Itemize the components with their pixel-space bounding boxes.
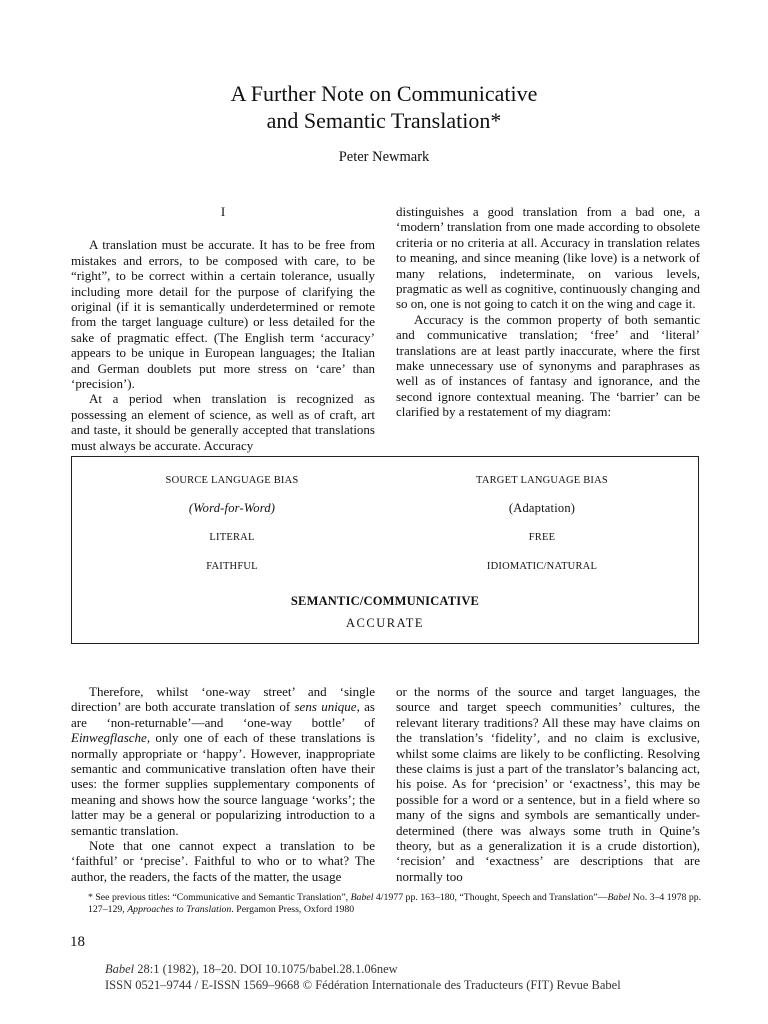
diagram-accurate: ACCURATE: [346, 616, 424, 630]
paragraph: Accuracy is the common property of both semantic and communicative translation; ‘free’ and ‘literal’ translations are at least partly inaccurate, where the first make unnecessary use of synonyms and paraphrases as well as of instances of fantasy and ignorance, and the second ignore contextual meaning. The ‘barrier’ can be clarified by a restatement of my diagram:: [396, 311, 700, 420]
title-line-1: A Further Note on Communicative: [230, 81, 538, 106]
article-title: [0, 80, 768, 134]
paragraph: or the norms of the source and target languages, the source and target speech communities’ cultures, the relevant literary traditions? All these may have claims on the translation’s ‘fidelity’, and no claim is exclusive, whilst some claims are likely to be conflicting. Resolving these claims is just a part of the translator’s balancing act, his poise. As for ‘precision’ or ‘exactness’, this may be possible for a word or a sentence, but in a field where so many of the signs and symbols are semantically under-determined (there was always some truth in Quine’s theory, but as a generalization it is a crude distortion), ‘recision’ and ‘exactness’ are descriptions that are normally too: [396, 684, 700, 884]
right-column-top: [396, 204, 700, 420]
diagram-adaptation: (Adaptation): [508, 501, 576, 515]
right-column-bottom: [396, 684, 700, 884]
left-column-bottom: [71, 684, 375, 884]
paragraph: A translation must be accurate. It has to be free from mistakes and errors, to be composed with care, to be “right”, to be correct within a certain tolerance, usually including more detail for the purpose of clarifying the original (if it is semantically underdetermined or remote from the target language culture) or less detailed for the sake of pragmatic effect. (The English term ‘accuracy’ appears to be unique in European languages; the Italian and German doublets put more stress on ‘care’ than ‘precision’).: [71, 237, 375, 392]
paragraph: Therefore, whilst ‘one-way street’ and ‘single direction’ are both accurate translation of sens unique, as are ‘non-returnable’—and ‘one-way bottle’ of Einwegflasche, only one of each of these translations is normally appropriate or ‘happy’. However, inappropriate semantic and communicative translation often have their uses: the former supplies supplementary components of meaning and shows how the source language ‘works’; the latter may be a general or popularizing introduction to a semantic translation.: [71, 684, 375, 838]
citation-line-2: ISSN 0521–9744 / E-ISSN 1569–9668 © Fédération Internationale des Traducteurs (FIT) Revue Babel: [105, 978, 621, 992]
footnote: * See previous titles: “Communicative and Semantic Translation”, Babel 4/1977 pp. 163–180, “Thought, Speech and Translation”—Babel No. 3–4 1978 pp. 127–129, Approaches to Translation. Pergamon Press, Oxford 1980: [88, 892, 702, 915]
citation: [105, 961, 621, 993]
paragraph: At a period when translation is recognized as possessing an element of science, as well as of craft, art and taste, it should be generally accepted that translations must always be accurate. Accuracy: [71, 391, 375, 453]
left-column-top: [71, 204, 375, 453]
translation-diagram: [71, 456, 699, 644]
diagram-free: FREE: [528, 532, 556, 543]
diagram-target-bias: TARGET LANGUAGE BIAS: [476, 475, 608, 486]
citation-line-1: Babel 28:1 (1982), 18–20. DOI 10.1075/babel.28.1.06new: [105, 962, 398, 976]
diagram-idiomatic-natural: IDIOMATIC/NATURAL: [486, 561, 598, 572]
paragraph: Note that one cannot expect a translation to be ‘faithful’ or ‘precise’. Faithful to who or to what? The author, the readers, the facts of the matter, the usage: [71, 838, 375, 884]
page-number: 18: [70, 934, 85, 950]
title-line-2: and Semantic Translation*: [266, 108, 502, 133]
diagram-literal: LITERAL: [209, 532, 255, 543]
section-number: I: [220, 204, 226, 219]
paragraph: distinguishes a good translation from a bad one, a ‘modern’ translation from one made according to obsolete criteria or no criteria at all. Accuracy in translation relates to meaning, and since meaning (like love) is a network of many relations, indeterminate, on various levels, pragmatic as well as cognitive, continuously changing and so on, one is not going to catch it on the wing and cage it.: [396, 204, 700, 312]
diagram-faithful: FAITHFUL: [206, 561, 258, 572]
diagram-source-bias: SOURCE LANGUAGE BIAS: [165, 475, 299, 486]
diagram-semantic-communicative: SEMANTIC/COMMUNICATIVE: [290, 594, 480, 608]
author-name: Peter Newmark: [338, 149, 430, 165]
diagram-word-for-word: (Word-for-Word): [188, 501, 276, 515]
